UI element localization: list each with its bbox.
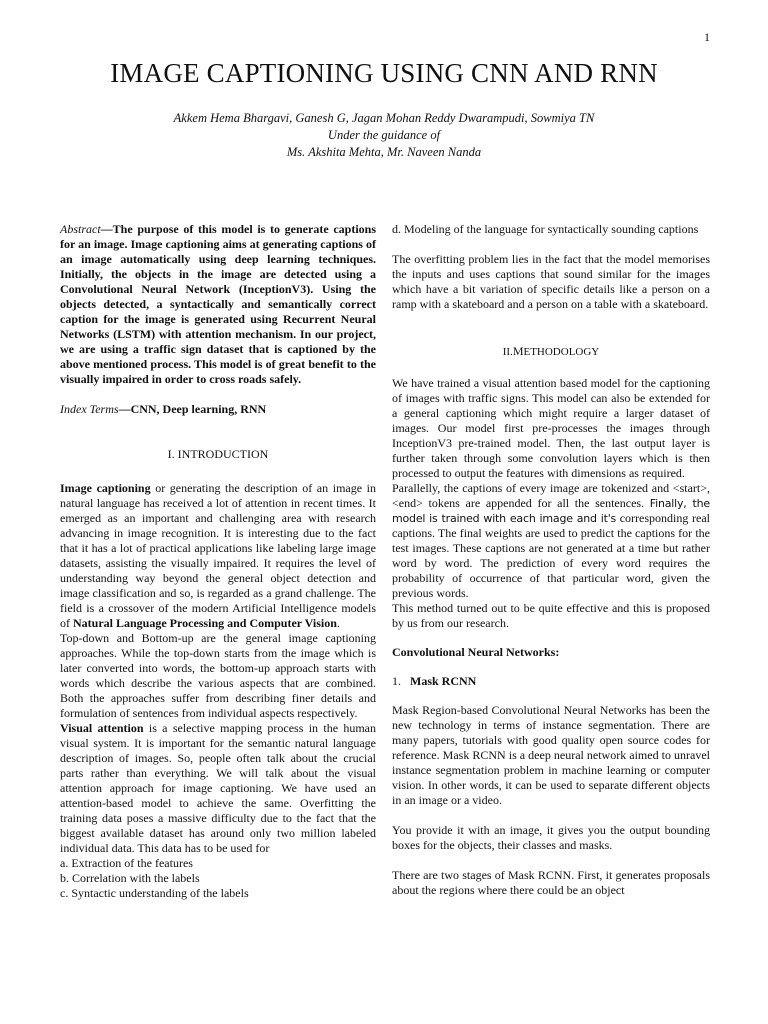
mask-rcnn-heading <box>392 674 710 689</box>
list-item: a. Extraction of the features <box>60 856 193 870</box>
intro-p1-text: or generating the description of an image in natural language has received a lot of attention in recent times. It emerged as an important and challenging area with research advancing in image recognition. It is interesting due to the fact that it has a lot of practical applications like labeling large image datasets, assisting the visually impaired. It requires the level of understanding way beyond the general object detection and image classification and so, is regarded as a grand challenge. The field is a crossover of the modern Artificial Intelligence models of <box>60 481 376 630</box>
introduction-paragraph-3 <box>60 721 376 856</box>
methodology-heading <box>392 344 710 360</box>
left-column <box>60 222 376 901</box>
list-item: b. Correlation with the labels <box>60 871 200 885</box>
methodology-paragraph-3: This method turned out to be quite effective and this is proposed by us from our research. <box>392 601 710 630</box>
right-column <box>392 222 710 898</box>
mask-rcnn-number: 1. <box>392 674 401 688</box>
abstract-text: The purpose of this model is to generate captions for an image. Image captioning aims at generating captions of an image automatically using deep learning techniques. Initially, the objects in the image are detected using a Convolutional Neural Network (InceptionV3). Using the objects detected, a syntactically and semantically correct caption for the image is generated using Recurrent Neural Networks (LSTM) with attention mechanism. In our project, we are using a traffic sign dataset that is captioned by the above mentioned process. This model is of great benefit to the visually impaired in order to cross roads safely. <box>60 222 376 386</box>
intro-bold-term: Image captioning <box>60 481 151 495</box>
index-terms <box>60 402 376 417</box>
methodology-paragraph-2 <box>392 481 710 601</box>
intro-bold-term-2: Natural Language Processing and Computer Vision <box>73 616 337 630</box>
cnn-heading: Convolutional Neural Networks: <box>392 645 560 659</box>
author-names: Akkem Hema Bhargavi, Ganesh G, Jagan Mohan Reddy Dwarampudi, Sowmiya TN <box>173 111 595 125</box>
abstract-label: Abstract <box>60 222 101 236</box>
mask-rcnn-paragraph-1: Mask Region-based Convolutional Neural Networks has been the new technology in terms of instance segmentation. There are many papers, tutorials with good quality open source codes for reference. Mask RCNN is a deep neural network aimed to unravel instance segmentation problem in machine learning or computer vision. In other words, it can be used to separate different objects in an image or a video. <box>392 703 710 807</box>
methodology-first-letter: M <box>512 344 524 358</box>
mask-rcnn-title: Mask RCNN <box>410 674 477 688</box>
mask-rcnn-paragraph-3: There are two stages of Mask RCNN. First, it generates proposals about the regions where there could be an object <box>392 868 710 897</box>
introduction-paragraph-2: Top-down and Bottom-up are the general image captioning approaches. While the top-down starts from the image which is later converted into words, the bottom-up approach starts with words which describe the various aspects that are combined. Both the approaches suffer from describing finer details and formulation of sentences from individual aspects respectively. <box>60 631 376 720</box>
visual-attention-term: Visual attention <box>60 721 144 735</box>
overfitting-paragraph: The overfitting problem lies in the fact that the model memorises the inputs and uses captions that sound similar for the images which have a bit variation of specific details like a person on a ramp with a skateboard and a person on a table with a skateboard. <box>392 252 710 311</box>
introduction-paragraph-1 <box>60 481 376 631</box>
methodology-p2-rest: corresponding real captions. The final weights are used to predict the captions for the test images. These captions are not generated at a time but rather word by word. The prediction of every word requires the probability of occurrence of that particular word, given the previous words. <box>392 511 710 600</box>
methodology-roman: II. <box>502 346 513 358</box>
list-item-d: d. Modeling of the language for syntactically sounding captions <box>392 222 699 236</box>
list-item: c. Syntactic understanding of the labels <box>60 886 249 900</box>
page-number: 1 <box>704 30 710 44</box>
index-terms-label: Index Terms <box>60 402 119 416</box>
introduction-heading: I. INTRODUCTION <box>167 447 269 461</box>
abstract-dash: — <box>100 222 113 236</box>
methodology-rest: ETHODOLOGY <box>523 346 600 358</box>
guidance-label: Under the guidance of <box>327 128 441 142</box>
methodology-p2-text: Parallelly, the captions of every image are tokenized and <start>, <end> tokens are appended for all the sentences. <box>392 481 710 510</box>
intro-p1-end: . <box>336 616 340 630</box>
mask-rcnn-paragraph-2: You provide it with an image, it gives you the output bounding boxes for the objects, their classes and masks. <box>392 823 710 852</box>
paper-title: IMAGE CAPTIONING USING CNN AND RNN <box>110 58 658 88</box>
abstract <box>60 222 376 387</box>
index-terms-text: CNN, Deep learning, RNN <box>130 402 267 416</box>
index-terms-dash: — <box>118 402 131 416</box>
methodology-mono-sentence: Finally, the model is trained with each image and it's <box>392 497 710 525</box>
author-block <box>0 110 768 161</box>
methodology-paragraph-1: We have trained a visual attention based model for the captioning of images with traffic signs. This model can also be extended for a general captioning which might require a larger dataset of images. Our model first pre-processes the images through InceptionV3 pre-trained model. Then, the last output layer is further taken through some convolution layers which is then processed to output the features with dimensions as required. <box>392 376 710 480</box>
guide-names: Ms. Akshita Mehta, Mr. Naveen Nanda <box>286 145 482 159</box>
intro-p3-text: is a selective mapping process in the human visual system. It is important for the semantic natural language description of images. So, people often talk about the crucial parts rather than everything. We will talk about the visual attention approach for image captioning. We have used an attention-based model to achieve the same. Overfitting the training data poses a massive difficulty due to the fact that the biggest available dataset has around only two million labeled individual data. This data has to be used for <box>60 721 376 855</box>
